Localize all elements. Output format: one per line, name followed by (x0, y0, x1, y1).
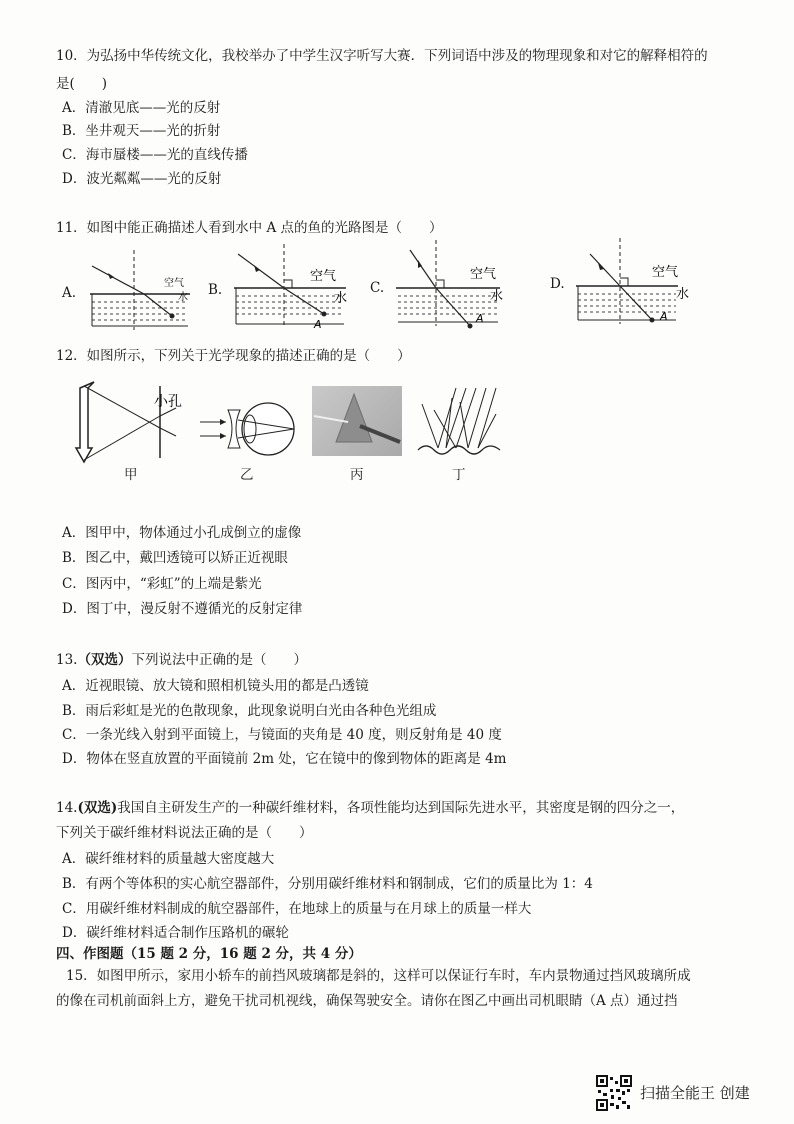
q12-figure-ding-diffuse (416, 384, 506, 460)
q14-option-d: D．碳纤维材料适合制作压路机的碾轮 (62, 925, 289, 941)
q11-figure-b-point-label: A (314, 318, 322, 331)
q12-pinhole-label: 小孔 (154, 394, 182, 410)
q11-figure-c-water-label: 水 (490, 289, 504, 304)
q13-tag: （双选） (77, 652, 132, 668)
q14-option-b: B．有两个等体积的实心航空器部件，分别用碳纤维材料和钢制成，它们的质量比为 1：4 (62, 876, 593, 892)
q10-stem-line2: 是( ) (56, 76, 108, 92)
q12-caption-ding: 丁 (452, 467, 466, 483)
q10-option-b: B．坐井观天——光的折射 (62, 123, 221, 139)
q13-option-a: A．近视眼镜、放大镜和照相机镜头用的都是凸透镜 (62, 678, 369, 694)
q13-option-b: B．雨后彩虹是光的色散现象，此现象说明白光由各种色光组成 (62, 703, 437, 719)
q11-figure-a-water-label: 水 (178, 292, 188, 303)
q11-figure-d (572, 236, 702, 330)
q14-stem-line1 (56, 796, 684, 816)
q11-figure-d-letter: D. (550, 276, 565, 292)
q12-caption-jia: 甲 (124, 467, 138, 483)
q11-figure-c-point-label: A (476, 312, 484, 325)
q14-stem-line2: 下列关于碳纤维材料说法正确的是（ ） (56, 825, 313, 841)
q11-figure-a-air-label: 空气 (164, 278, 184, 289)
q11-figure-c-air-label: 空气 (470, 267, 497, 282)
q11-figure-d-air-label: 空气 (652, 265, 679, 280)
q13-stem: 下列说法中正确的是（ ） (131, 652, 307, 668)
q10-option-c: C．海市蜃楼——光的直线传播 (62, 147, 248, 163)
q12-option-a: A．图甲中，物体通过小孔成倒立的虚像 (62, 525, 302, 541)
q12-option-d: D．图丁中，漫反射不遵循光的反射定律 (62, 601, 303, 617)
q14-tag: (双选) (77, 800, 118, 816)
section4-heading: 四、作图题 (56, 946, 124, 962)
q14-option-a: A．碳纤维材料的质量越大密度越大 (62, 851, 275, 867)
q10-option-a: A．清澈见底——光的反射 (62, 100, 221, 116)
q12-caption-bing: 丙 (350, 467, 364, 483)
q10-option-d: D．波光粼粼——光的反射 (62, 171, 222, 187)
q14-number: 14. (56, 800, 78, 816)
q13-option-c: C．一条光线入射到平面镜上，与镜面的夹角是 40 度，则反射角是 40 度 (62, 727, 502, 743)
q13-number: 13. (56, 652, 78, 668)
q11-figure-b-water-label: 水 (334, 291, 348, 306)
q12-option-c: C．图丙中，“彩虹”的上端是紫光 (62, 576, 262, 592)
q11-figure-c (392, 238, 522, 332)
q11-figure-b-letter: B. (208, 282, 223, 298)
q11-figure-d-water-label: 水 (676, 287, 690, 302)
q12-figure-bing-prism-photo (312, 386, 402, 456)
q11-figure-c-letter: C. (370, 280, 385, 296)
q14-stem1: 我国自主研发生产的一种碳纤维材料，各项性能均达到国际先进水平，其密度是钢的四分之一， (117, 800, 685, 816)
q11-figure-a-letter: A. (62, 285, 77, 301)
qr-code-icon (596, 1075, 632, 1111)
q15-line1: 15．如图甲所示，家用小轿车的前挡风玻璃都是斜的，这样可以保证行车时，车内景物通过挡风玻璃所成 (66, 968, 691, 984)
q11-stem: 11．如图中能正确描述人看到水中 A 点的鱼的光路图是（ ） (56, 220, 443, 236)
q11-figure-d-point-label: A (660, 310, 668, 323)
q12-figure-jia-pinhole (74, 376, 194, 476)
q12-figure-yi-eye (198, 400, 308, 460)
q10-stem-line1: 10．为弘扬中华传统文化，我校举办了中学生汉字听写大赛．下列词语中涉及的物理现象和对它的解释相符的 (56, 48, 708, 64)
q14-option-c: C．用碳纤维材料制成的航空器部件，在地球上的质量与在月球上的质量一样大 (62, 901, 532, 917)
q13-option-d: D．物体在竖直放置的平面镜前 2m 处，它在镜中的像到物体的距离是 4m (62, 751, 507, 767)
section4-note: （15 题 2 分，16 题 2 分，共 4 分） (123, 946, 362, 962)
q12-option-b: B．图乙中，戴凹透镜可以矫正近视眼 (62, 550, 288, 566)
footer-brand: 扫描全能王 创建 (640, 1084, 750, 1102)
section4-heading-line (56, 942, 362, 962)
q13-stem-line (56, 648, 307, 668)
q11-figure-b (228, 240, 368, 330)
q12-stem: 12．如图所示，下列关于光学现象的描述正确的是（ ） (56, 348, 411, 364)
q12-caption-yi: 乙 (240, 467, 254, 483)
q15-line2: 的像在司机前面斜上方，避免干扰司机视线，确保驾驶安全。请你在图乙中画出司机眼睛（A 点）通过挡 (56, 993, 678, 1009)
q11-figure-b-air-label: 空气 (310, 269, 337, 284)
q11-figure-a (84, 246, 204, 336)
